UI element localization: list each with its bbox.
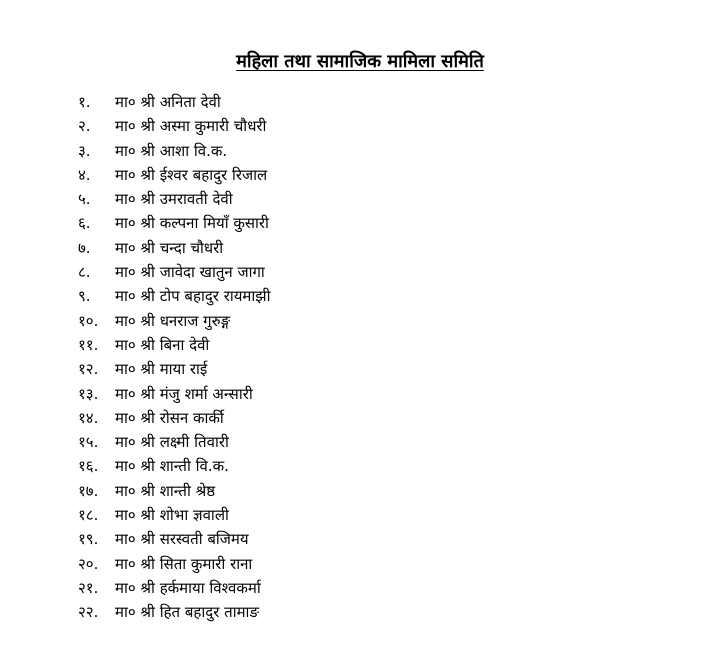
member-name: मा० श्री सरस्वती बजिमय [115,530,249,549]
member-number: १९. [78,530,99,549]
member-number: १. [78,93,91,111]
member-item [0,406,720,430]
member-item [0,479,720,503]
member-item [0,600,720,624]
member-item [0,527,720,551]
member-number: १६. [78,457,99,476]
member-name: मा० श्री मंजु शर्मा अन्सारी [115,384,253,403]
member-item [0,114,720,138]
member-item [0,187,720,211]
member-item [0,357,720,381]
member-item [0,90,720,114]
member-item [0,333,720,357]
member-item [0,284,720,308]
member-number: १०. [78,311,99,330]
member-item [0,309,720,333]
member-name: मा० श्री कल्पना मियाँ कुसारी [115,214,269,233]
committee-title: महिला तथा सामाजिक मामिला समिति [236,51,484,72]
member-number: ७. [78,238,91,257]
member-name: मा० श्री ईश्वर बहादुर रिजाल [115,165,268,184]
member-name: मा० श्री धनराज गुरुङ्ग [115,311,231,330]
member-item [0,260,720,284]
member-number: ३. [78,141,91,160]
member-item [0,552,720,576]
member-number: ६. [78,214,91,233]
member-name: मा० श्री हर्कमाया विश्वकर्मा [115,578,261,597]
member-item [0,236,720,260]
member-number: ११. [78,335,99,354]
member-number: १२. [78,360,99,379]
member-item [0,382,720,406]
member-number: १७. [78,481,99,500]
member-number: १८. [78,506,99,525]
member-list [0,90,720,625]
member-name: मा० श्री सिता कुमारी राना [115,554,253,573]
member-item [0,576,720,600]
member-name: मा० श्री अस्मा कुमारी चौधरी [115,117,267,136]
member-name: मा० श्री हित बहादुर तामाङ [115,603,259,622]
member-number: १३. [78,384,99,403]
member-name: मा० श्री शान्ती श्रेष्ठ [115,481,216,500]
member-name: मा० श्री अनिता देवी [115,93,221,111]
member-name: मा० श्री शान्ती वि.क. [115,457,229,476]
member-number: ९. [78,287,91,306]
member-name: मा० श्री बिना देवी [115,335,210,354]
member-name: मा० श्री आशा वि.क. [115,141,228,160]
member-number: ८. [78,263,91,282]
member-number: २०. [78,554,99,573]
member-number: २. [78,117,91,136]
member-item [0,430,720,454]
member-name: मा० श्री माया राई [115,360,208,379]
member-name: मा० श्री टोप बहादुर रायमाझी [115,287,271,306]
member-name: मा० श्री चन्दा चौधरी [115,238,224,257]
member-number: २२. [78,603,99,622]
member-item [0,139,720,163]
member-name: मा० श्री लक्ष्मी तिवारी [115,433,229,452]
member-item [0,163,720,187]
member-name: मा० श्री रोसन कार्की [115,408,224,427]
member-number: ४. [78,165,91,184]
member-item [0,454,720,478]
member-number: २१. [78,578,99,597]
member-name: मा० श्री शोभा ज्ञवाली [115,506,229,525]
member-item [0,211,720,235]
member-number: १४. [78,408,99,427]
member-number: ५. [78,190,91,209]
member-item [0,503,720,527]
member-name: मा० श्री जावेदा खातुन जागा [115,263,265,282]
member-name: मा० श्री उमरावती देवी [115,190,233,209]
member-number: १५. [78,433,99,452]
